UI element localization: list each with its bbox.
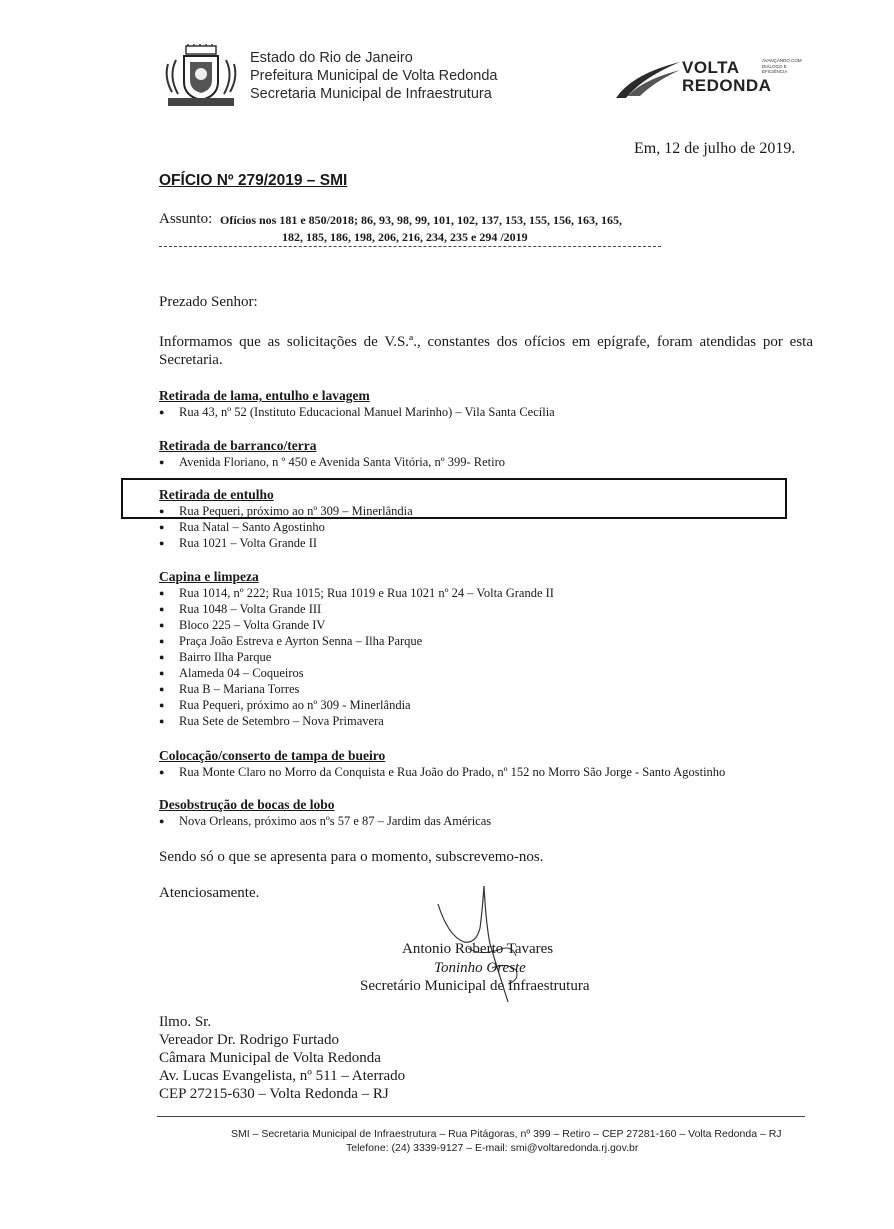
section-heading: Retirada de barranco/terra — [159, 438, 317, 453]
assunto-line-1: Ofícios nos 181 e 850/2018; 86, 93, 98, 99, 101, 102, 137, 153, 155, 156, 163, 165, — [220, 213, 622, 227]
logo-word-volta: VOLTA — [682, 58, 740, 77]
list-item: ● Rua 43, nº 52 (Instituto Educacional Manuel Marinho) – Vila Santa Cecília — [159, 405, 555, 419]
list-item: ● Rua 1014, nº 222; Rua 1015; Rua 1019 e Rua 1021 nº 24 – Volta Grande II — [159, 586, 554, 600]
closing-regards: Atenciosamente. — [159, 885, 260, 901]
signatory-nickname: Toninho Oreste — [434, 960, 526, 976]
signatory-name: Antonio Roberto Tavares — [402, 941, 554, 957]
list-item: ● Rua Pequeri, próximo ao nº 309 – Minerlândia — [159, 504, 413, 518]
intro-paragraph: Informamos que as solicitações de V.S.ª., constantes dos ofícios em epígrafe, foram atendidas por esta Secretaria. — [159, 334, 813, 368]
logo-word-redonda: REDONDA — [682, 76, 772, 95]
assunto-line-2: 182, 185, 186, 198, 206, 216, 234, 235 e 294 /2019 — [282, 230, 528, 244]
recipient-line: CEP 27215-630 – Volta Redonda – RJ — [159, 1086, 389, 1102]
bullet-icon: ● — [159, 668, 165, 678]
footer-address: SMI – Secretaria Municipal de Infraestrutura – Rua Pitágoras, nº 399 – Retiro – CEP 27281-160 – Volta Redonda – RJ — [231, 1128, 782, 1140]
section-heading: Capina e limpeza — [159, 569, 259, 584]
section-heading: Desobstrução de bocas de lobo — [159, 797, 335, 812]
list-item: ● Bairro Ilha Parque — [159, 650, 272, 664]
bullet-icon: ● — [159, 636, 165, 646]
list-item: ● Bloco 225 – Volta Grande IV — [159, 618, 326, 632]
signatory-title: Secretário Municipal de Infraestrutura — [360, 978, 590, 994]
assunto-label: Assunto: — [159, 211, 213, 227]
section-heading: Retirada de entulho — [159, 487, 274, 502]
bullet-icon: ● — [159, 506, 165, 516]
list-item: ● Avenida Floriano, n º 450 e Avenida Santa Vitória, nº 399- Retiro — [159, 455, 506, 469]
logo-tagline: AVANÇANDO COM DIÁLOGO E EFICIÊNCIA — [762, 58, 802, 74]
footer-contact: Telefone: (24) 3339-9127 – E-mail: smi@voltaredonda.rj.gov.br — [346, 1142, 639, 1154]
bullet-icon: ● — [159, 588, 165, 598]
closing-sentence: Sendo só o que se apresenta para o momento, subscrevemo-nos. — [159, 849, 544, 865]
recipient-line: Vereador Dr. Rodrigo Furtado — [159, 1032, 339, 1048]
header-prefeitura: Prefeitura Municipal de Volta Redonda — [250, 68, 498, 84]
section-heading: Colocação/conserto de tampa de bueiro — [159, 748, 386, 763]
recipient-line: Câmara Municipal de Volta Redonda — [159, 1050, 381, 1066]
municipal-crest-icon — [162, 44, 240, 108]
header-secretaria: Secretaria Municipal de Infraestrutura — [250, 86, 492, 102]
list-item: ● Rua Sete de Setembro – Nova Primavera — [159, 714, 384, 728]
bullet-icon: ● — [159, 700, 165, 710]
bullet-icon: ● — [159, 716, 165, 726]
bullet-icon: ● — [159, 684, 165, 694]
bullet-icon: ● — [159, 538, 165, 548]
divider-dashed — [159, 246, 661, 247]
recipient-line: Av. Lucas Evangelista, nº 511 – Aterrado — [159, 1068, 406, 1084]
bullet-icon: ● — [159, 522, 165, 532]
list-item: ● Rua 1048 – Volta Grande III — [159, 602, 322, 616]
greeting: Prezado Senhor: — [159, 294, 258, 310]
volta-redonda-swoosh-icon — [614, 56, 684, 100]
list-item: ● Rua B – Mariana Torres — [159, 682, 300, 696]
header-state: Estado do Rio de Janeiro — [250, 50, 413, 66]
volta-redonda-logo — [614, 52, 804, 100]
section-heading: Retirada de lama, entulho e lavagem — [159, 388, 370, 403]
document-date: Em, 12 de julho de 2019. — [634, 140, 796, 157]
bullet-icon: ● — [159, 407, 165, 417]
oficio-number: OFÍCIO Nº 279/2019 – SMI — [159, 172, 348, 189]
list-item: ● Nova Orleans, próximo aos nºs 57 e 87 – Jardim das Américas — [159, 814, 492, 828]
bullet-icon: ● — [159, 620, 165, 630]
recipient-line: Ilmo. Sr. — [159, 1014, 212, 1030]
list-item: ● Rua Monte Claro no Morro da Conquista e Rua João do Prado, nº 152 no Morro São Jorge - Santo Agostinho — [159, 765, 726, 779]
list-item: ● Rua Pequeri, próximo ao nº 309 - Minerlândia — [159, 698, 411, 712]
footer-divider — [157, 1116, 805, 1117]
bullet-icon: ● — [159, 816, 165, 826]
list-item: ● Rua 1021 – Volta Grande II — [159, 536, 318, 550]
list-item: ● Alameda 04 – Coqueiros — [159, 666, 304, 680]
bullet-icon: ● — [159, 767, 165, 777]
list-item: ● Rua Natal – Santo Agostinho — [159, 520, 325, 534]
bullet-icon: ● — [159, 652, 165, 662]
bullet-icon: ● — [159, 457, 165, 467]
list-item: ● Praça João Estreva e Ayrton Senna – Ilha Parque — [159, 634, 423, 648]
bullet-icon: ● — [159, 604, 165, 614]
